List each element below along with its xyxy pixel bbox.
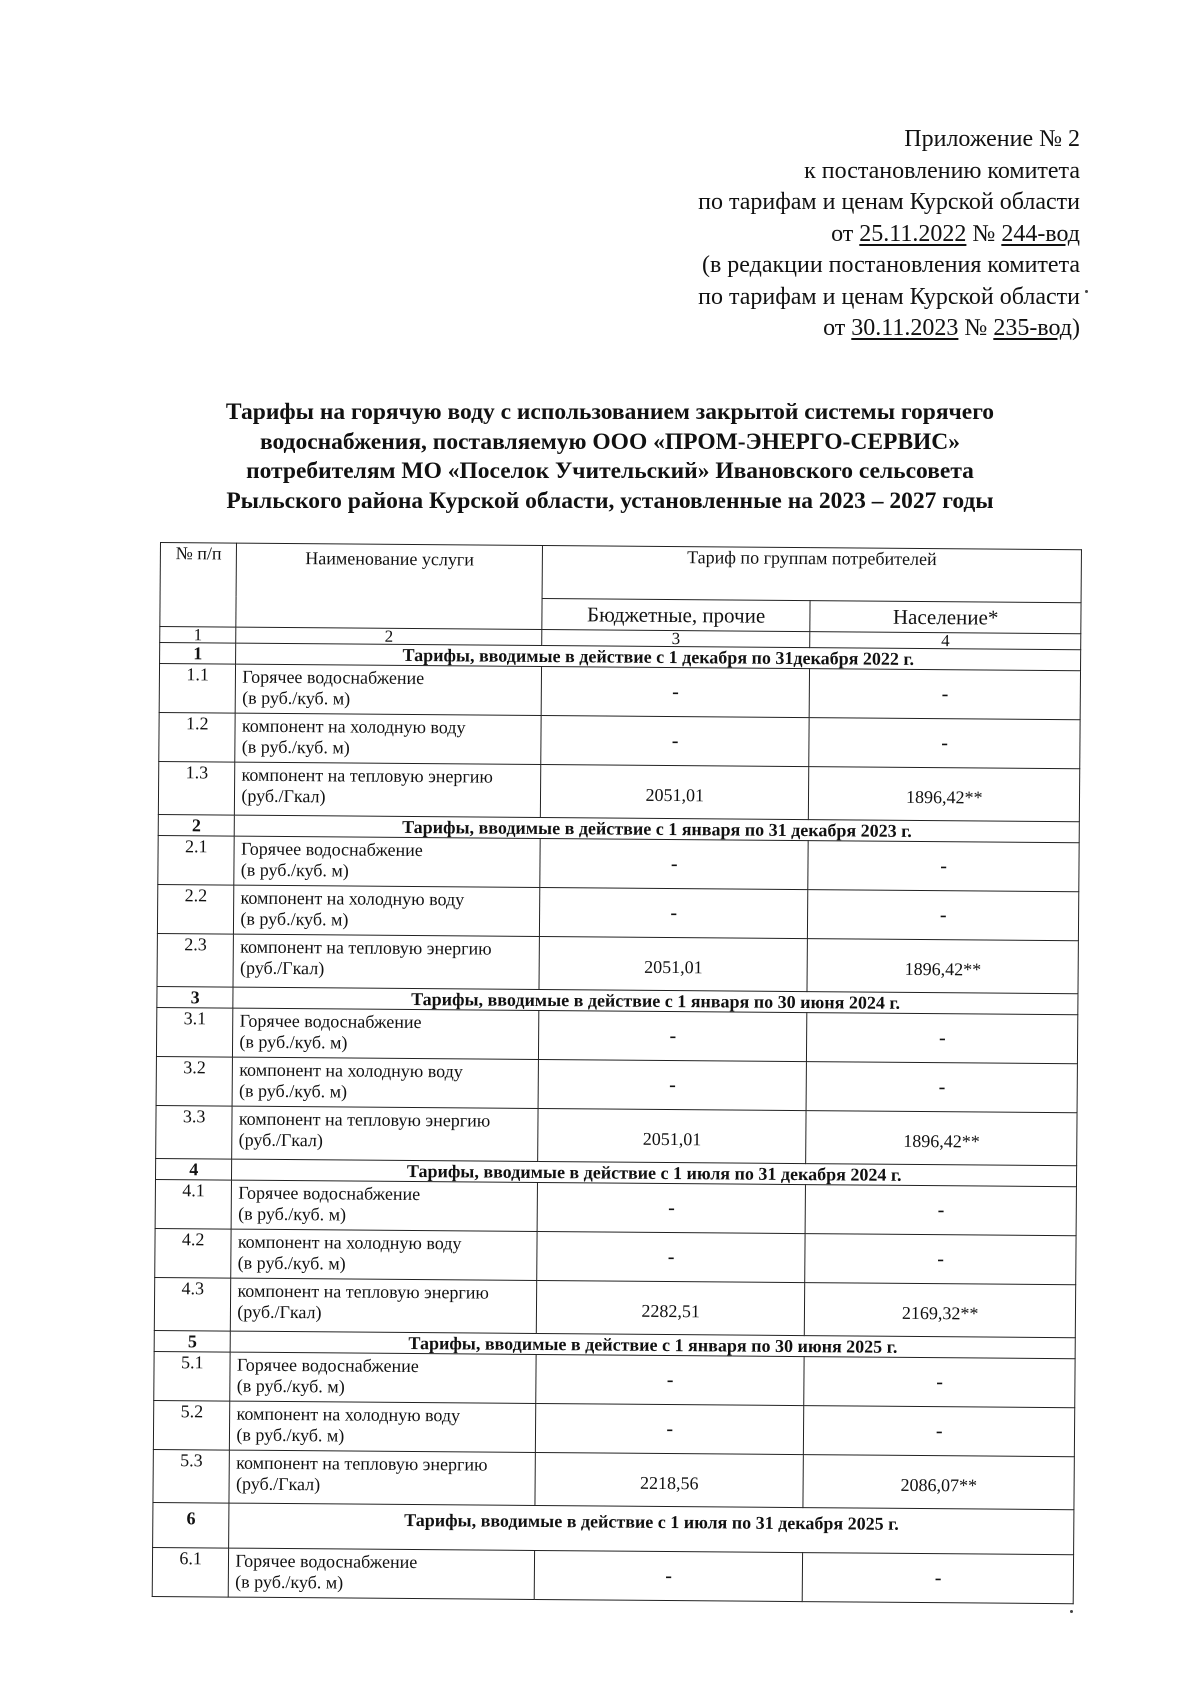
attachment-text: от [831,220,860,247]
row-num: 3.1 [156,1007,233,1057]
population-tariff: - [806,1185,1077,1236]
population-tariff: 1896,42** [807,939,1078,994]
budget-tariff: - [540,838,809,889]
service-unit-line: (в руб./куб. м) [238,1203,347,1225]
amendment-date: 30.11.2023 [851,315,959,341]
table-row [159,712,1080,768]
header-num: № п/п [160,543,237,628]
service-unit-line: (в руб./куб. м) [239,1031,348,1053]
title-line: потребителям МО «Поселок Учительский» Ивановского сельсовета [246,458,974,484]
resolution-date: 25.11.2022 [859,220,967,247]
title-line: Тарифы на горячую воду с использованием закрытой системы горячего [225,399,995,425]
section-num: 2 [158,814,235,836]
row-num: 5.3 [153,1449,230,1503]
budget-tariff: 2051,01 [540,764,809,819]
service-name-line: компонент на тепловую энергию [241,764,494,787]
row-num: 3.2 [156,1056,233,1106]
service-name-line: компонент на холодную воду [241,715,466,738]
service-name [236,664,542,715]
table-row [157,933,1078,993]
service-name [231,1229,537,1280]
row-num: 4.1 [155,1179,232,1229]
service-name [232,1057,538,1108]
budget-tariff: - [541,667,810,718]
amendment-number: 235-вод [993,315,1072,341]
table-row [156,1007,1077,1063]
table-row [156,1105,1077,1165]
row-num: 1.2 [159,712,236,762]
service-name [231,1180,537,1231]
population-tariff: - [804,1357,1075,1408]
service-unit-line: (руб./Гкал) [235,1473,321,1495]
service-name [234,836,540,887]
row-num: 1.1 [159,664,236,714]
service-name [233,1008,539,1059]
service-unit-line: (в руб./куб. м) [235,1571,344,1593]
row-num: 1.3 [158,761,235,815]
attachment-line [600,219,1080,251]
service-unit-line: (в руб./куб. м) [237,1252,346,1274]
budget-tariff: - [538,1059,807,1110]
budget-tariff: - [537,1231,806,1282]
attachment-line: (в редакции постановления комитета [701,252,1080,278]
table-header-row [160,543,1081,603]
attachment-line: Приложение № 2 [904,126,1080,152]
row-num: 4.3 [154,1277,231,1331]
service-unit-line: (руб./Гкал) [237,1301,322,1323]
attachment-line: по тарифам и ценам Курской области [698,189,1080,215]
section-num: 3 [157,986,234,1008]
table-row [155,1179,1076,1235]
service-name [235,713,541,764]
service-name [232,1106,538,1161]
attachment-line [600,313,1080,345]
row-num: 2.2 [157,884,234,934]
attachment-line: по тарифам и ценам Курской области [698,283,1080,310]
table-row [153,1449,1074,1509]
service-name-line: компонент на тепловую энергию [238,1108,491,1131]
service-unit-line: (в руб./куб. м) [240,908,349,930]
column-index: 2 [236,627,542,645]
service-name [229,1450,535,1505]
service-unit-line: (в руб./куб. м) [236,1375,345,1397]
service-name-line: компонент на холодную воду [237,1231,462,1254]
attachment-text: от [823,315,852,341]
budget-tariff: 2051,01 [539,936,808,991]
column-index: 1 [160,627,237,644]
table-row [153,1400,1074,1456]
service-name-line: Горячее водоснабжение [238,1182,421,1205]
service-unit-line: (руб./Гкал) [241,785,326,807]
population-tariff: - [805,1234,1076,1285]
header-group: Тариф по группам потребителей [542,546,1081,603]
section-title: Тарифы, вводимые в действие с 1 июля по 31 декабря 2024 г. [232,1159,1077,1187]
section-title: Тарифы, вводимые в действие с 1 января по 30 июня 2024 г. [233,987,1078,1015]
row-num: 4.2 [155,1228,232,1278]
table-row [154,1351,1075,1407]
service-name [234,885,540,936]
attachment-line: к постановлению комитета [804,157,1080,184]
section-title: Тарифы, вводимые в действие с 1 июля по 31 декабря 2025 г. [229,1503,1074,1555]
column-index: 4 [810,632,1081,650]
service-name-line: Горячее водоснабжение [235,1550,418,1573]
table-row [154,1277,1075,1337]
population-tariff: - [808,890,1079,941]
row-num: 2.1 [158,835,235,885]
section-title: Тарифы, вводимые в действие с 1 декабря по 31декабря 2022 г. [236,643,1081,671]
service-unit-line: (в руб./куб. м) [242,687,351,709]
scan-speck [1085,290,1088,293]
service-name [235,762,541,817]
population-tariff: - [803,1553,1074,1604]
row-num: 5.2 [153,1400,230,1450]
budget-tariff: - [541,715,810,766]
population-tariff: - [809,718,1080,769]
population-tariff: - [810,669,1081,720]
section-title: Тарифы, вводимые в действие с 1 января по 30 июня 2025 г. [231,1331,1076,1359]
service-name-line: Горячее водоснабжение [236,1354,419,1377]
budget-tariff: - [538,1010,807,1061]
title-line: Рыльского района Курской области, установленные на 2023 – 2027 годы [226,487,994,514]
service-name [229,1548,535,1599]
service-name [230,1401,536,1452]
scan-speck [1070,1610,1073,1613]
budget-tariff: - [534,1550,803,1601]
service-name-line: Горячее водоснабжение [240,838,423,861]
header-name: Наименование услуги [236,543,542,629]
population-tariff: - [808,841,1079,892]
row-num: 5.1 [154,1351,231,1401]
population-tariff: 2086,07** [803,1455,1074,1510]
service-name-line: компонент на тепловую энергию [240,936,492,959]
table-row [158,761,1079,821]
service-name [231,1278,537,1333]
service-name [233,934,539,989]
service-name-line: компонент на холодную воду [236,1403,461,1426]
attachment-text: № [966,220,1002,247]
budget-tariff: 2051,01 [538,1108,807,1163]
service-name-line: компонент на холодную воду [240,887,465,910]
budget-tariff: - [536,1354,805,1405]
service-name-line: компонент на холодную воду [239,1059,463,1082]
budget-tariff: 2282,51 [536,1280,805,1335]
table-row [159,664,1080,720]
row-num: 3.3 [156,1105,233,1159]
population-tariff: 1896,42** [809,767,1080,822]
service-unit-line: (в руб./куб. м) [241,736,350,758]
service-name-line: компонент на тепловую энергию [237,1280,489,1303]
table-row [158,835,1079,891]
row-num: 2.3 [157,933,234,987]
column-index: 3 [542,630,811,648]
service-unit-line: (руб./Гкал) [239,957,325,979]
header-budget: Бюджетные, прочие [542,599,811,632]
population-tariff: - [807,1013,1078,1064]
header-population: Население* [810,601,1081,634]
table-row [156,1056,1077,1112]
tariff-table [152,542,1082,1604]
section-row [153,1502,1074,1554]
budget-tariff: - [539,887,808,938]
attachment-text: ) [1072,315,1080,341]
table-row [157,884,1078,940]
budget-tariff: - [537,1182,806,1233]
title-line: водоснабжения, поставляемую ООО «ПРОМ-ЭНЕРГО-СЕРВИС» [259,428,961,455]
service-name-line: Горячее водоснабжение [239,1010,422,1033]
service-name-line: Горячее водоснабжение [242,666,425,689]
service-unit-line: (в руб./куб. м) [239,1080,348,1102]
resolution-number: 244-вод [1001,220,1080,247]
attachment-header [600,124,1080,345]
service-name-line: компонент на тепловую энергию [236,1452,488,1475]
attachment-text: № [958,315,994,341]
population-tariff: 1896,42** [806,1111,1077,1166]
service-name [230,1352,536,1403]
population-tariff: - [806,1062,1077,1113]
budget-tariff: - [535,1403,804,1454]
section-num: 5 [154,1330,231,1352]
service-unit-line: (руб./Гкал) [238,1129,323,1151]
section-num: 6 [153,1502,230,1548]
service-unit-line: (в руб./куб. м) [240,859,349,881]
section-num: 1 [160,643,237,665]
service-unit-line: (в руб./куб. м) [236,1424,345,1446]
population-tariff: - [804,1406,1075,1457]
population-tariff: 2169,32** [805,1283,1076,1338]
budget-tariff: 2218,56 [535,1452,804,1507]
row-num: 6.1 [152,1547,229,1597]
section-num: 4 [155,1158,232,1180]
table-row [155,1228,1076,1284]
section-title: Тарифы, вводимые в действие с 1 января по 31 декабря 2023 г. [235,815,1080,843]
table-row [152,1547,1073,1603]
document-title [130,398,1090,516]
